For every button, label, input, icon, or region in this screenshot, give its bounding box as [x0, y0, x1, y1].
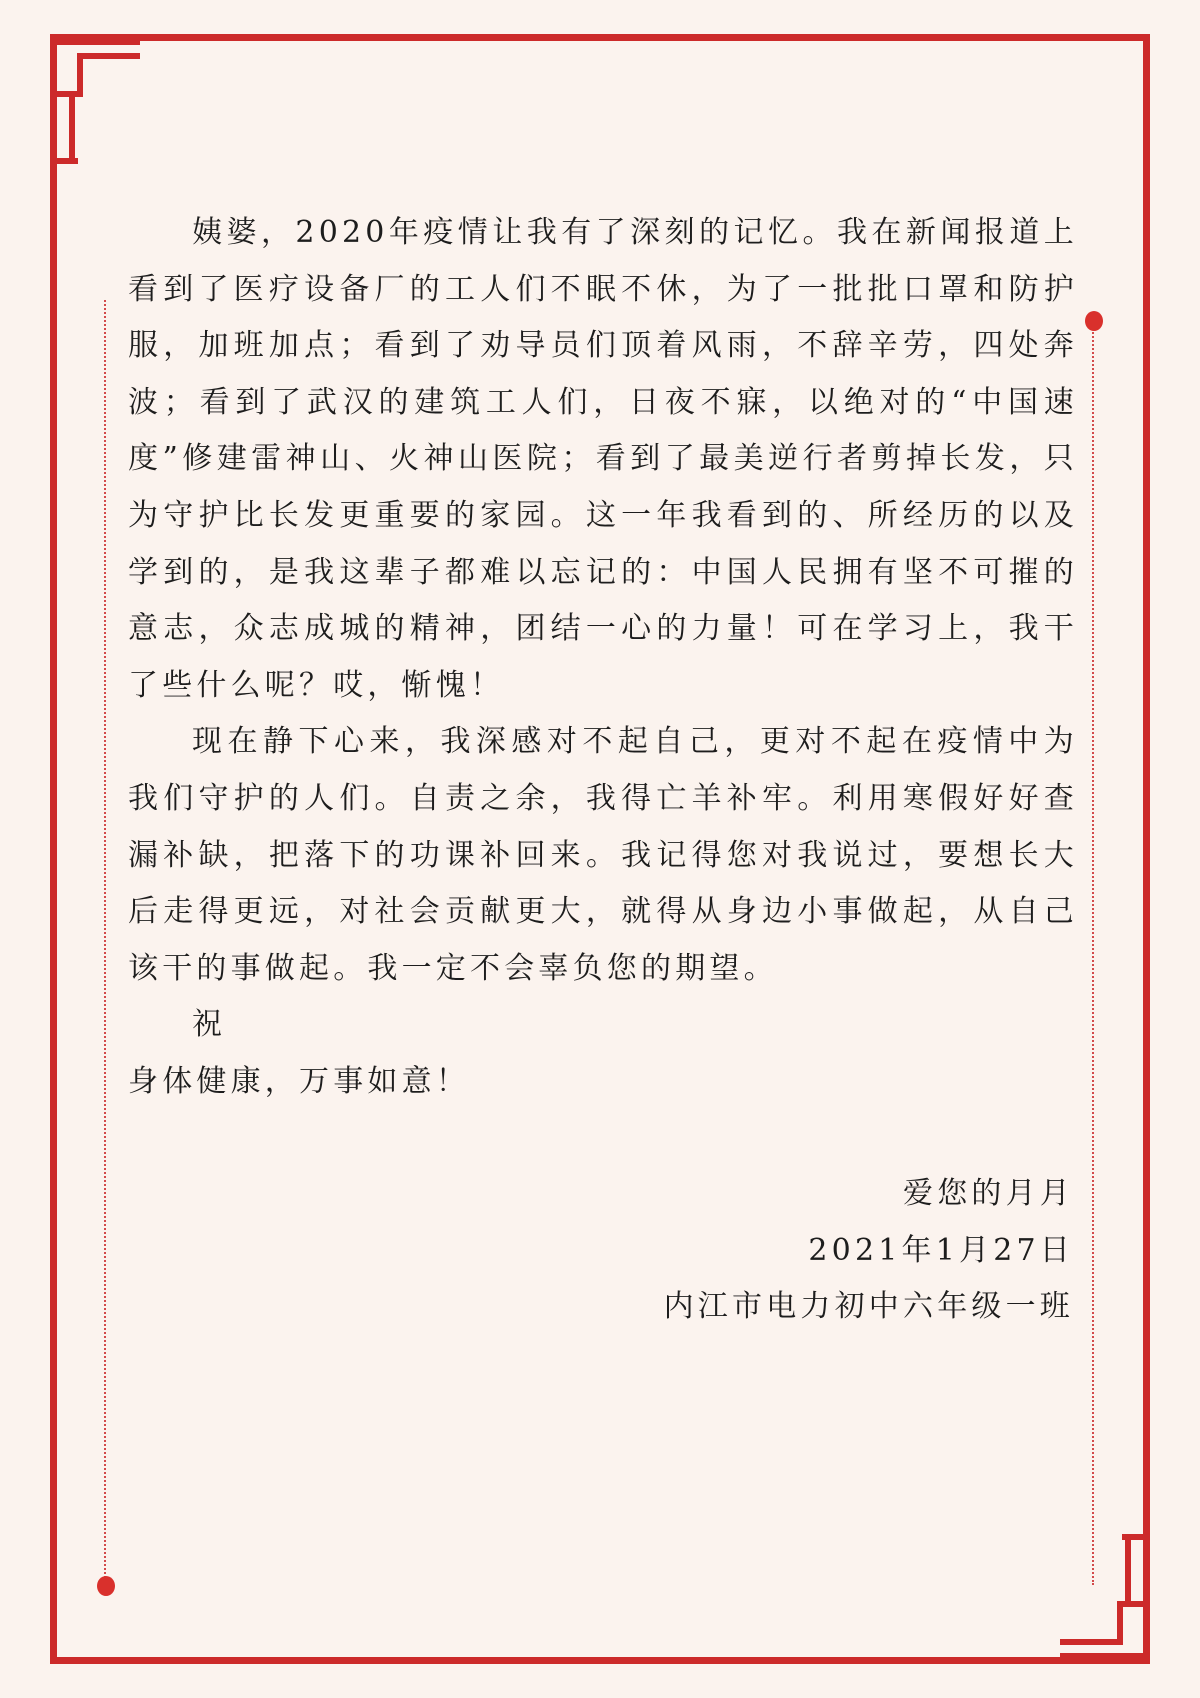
- letter-signature-block: [664, 1166, 1074, 1336]
- signature-school: 内江市电力初中六年级一班: [663, 1289, 1074, 1325]
- bottom-right-corner-ornament: [1060, 1524, 1150, 1664]
- top-left-corner-ornament: [50, 34, 140, 174]
- signature-name: 爱您的月月: [903, 1176, 1074, 1211]
- left-red-dot: [97, 1576, 115, 1596]
- letter-paragraph-2: 现在静下心来，我深感对不起自己，更对不起在疫情中为我们守护的人们。自责之余，我得亡羊补牢。利用寒假好好查漏补缺，把落下的功课补回来。我记得您对我说过，要想长大后走得更远，对社会贡献更大，就得从身边小事做起，从自己该干的事做起。我一定不会辜负您的期望。: [128, 724, 1078, 986]
- letter-body: [128, 205, 1078, 1111]
- letter-closing-wish: 身体健康，万事如意！: [128, 1063, 470, 1099]
- left-dotted-guideline: [104, 300, 106, 1590]
- letter-salutation: 祝: [192, 1007, 227, 1043]
- letter-paragraph-1: 姨婆，2020年疫情让我有了深刻的记忆。我在新闻报道上看到了医疗设备厂的工人们不眠不休，为了一批批口罩和防护服，加班加点；看到了劝导员们顶着风雨，不辞辛劳，四处奔波；看到了武汉的建筑工人们，日夜不寐，以绝对的“中国速度”修建雷神山、火神山医院；看到了最美逆行者剪掉长发，只为守护比长发更重要的家园。这一年我看到的、所经历的以及学到的，是我这辈子都难以忘记的：中国人民拥有坚不可摧的意志，众志成城的精神，团结一心的力量！可在学习上，我干了些什么呢？哎，惭愧！: [128, 215, 1078, 703]
- right-dotted-guideline: [1092, 325, 1094, 1585]
- right-red-dot: [1085, 311, 1103, 331]
- signature-date: 2021年1月27日: [808, 1232, 1074, 1268]
